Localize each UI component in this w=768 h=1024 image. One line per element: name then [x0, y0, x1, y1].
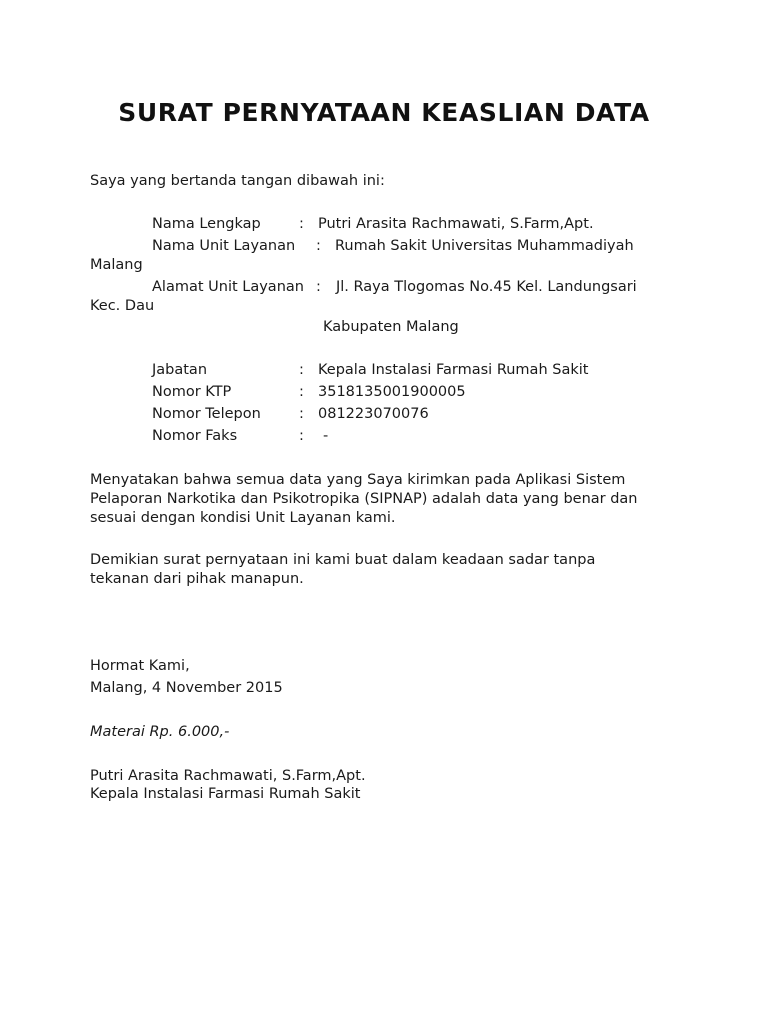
- colon: :: [316, 279, 321, 295]
- colon: :: [299, 384, 304, 400]
- colon: :: [299, 216, 304, 232]
- label-telepon: Nomor Telepon: [152, 406, 261, 422]
- value-faks: -: [323, 428, 329, 444]
- colon: :: [299, 406, 304, 422]
- document-title: SURAT PERNYATAAN KEASLIAN DATA: [118, 98, 650, 127]
- signer-name: Putri Arasita Rachmawati, S.Farm,Apt.: [90, 768, 366, 784]
- value-nama-unit: Rumah Sakit Universitas Muhammadiyah: [335, 238, 634, 254]
- label-faks: Nomor Faks: [152, 428, 238, 444]
- colon: :: [299, 428, 304, 444]
- greeting: Hormat Kami,: [90, 658, 190, 674]
- value-nama-unit-cont: Malang: [90, 257, 143, 273]
- paragraph2-line: tekanan dari pihak manapun.: [90, 571, 304, 587]
- paragraph1-line: Pelaporan Narkotika dan Psikotropika (SIPNAP) adalah data yang benar dan: [90, 491, 638, 507]
- value-telepon: 081223070076: [318, 406, 429, 422]
- paragraph1-line: Menyatakan bahwa semua data yang Saya kirimkan pada Aplikasi Sistem: [90, 472, 626, 488]
- value-alamat: Jl. Raya Tlogomas No.45 Kel. Landungsari: [336, 279, 637, 295]
- label-alamat: Alamat Unit Layanan: [152, 279, 304, 295]
- value-ktp: 3518135001900005: [318, 384, 466, 400]
- value-nama-lengkap: Putri Arasita Rachmawati, S.Farm,Apt.: [318, 216, 594, 232]
- label-ktp: Nomor KTP: [152, 384, 232, 400]
- paragraph2-line: Demikian surat pernyataan ini kami buat dalam keadaan sadar tanpa: [90, 552, 596, 568]
- label-nama-unit: Nama Unit Layanan: [152, 238, 296, 254]
- colon: :: [299, 362, 304, 378]
- value-alamat-cont: Kec. Dau: [90, 298, 155, 314]
- stamp-duty-note: Materai Rp. 6.000,-: [90, 724, 230, 740]
- place-date: Malang, 4 November 2015: [90, 680, 283, 696]
- colon: :: [316, 238, 321, 254]
- signer-title: Kepala Instalasi Farmasi Rumah Sakit: [90, 786, 361, 802]
- label-jabatan: Jabatan: [152, 362, 208, 378]
- value-alamat-cont2: Kabupaten Malang: [323, 319, 459, 335]
- label-nama-lengkap: Nama Lengkap: [152, 216, 261, 232]
- intro-text: Saya yang bertanda tangan dibawah ini:: [90, 173, 385, 189]
- paragraph1-line: sesuai dengan kondisi Unit Layanan kami.: [90, 510, 396, 526]
- value-jabatan: Kepala Instalasi Farmasi Rumah Sakit: [318, 362, 589, 378]
